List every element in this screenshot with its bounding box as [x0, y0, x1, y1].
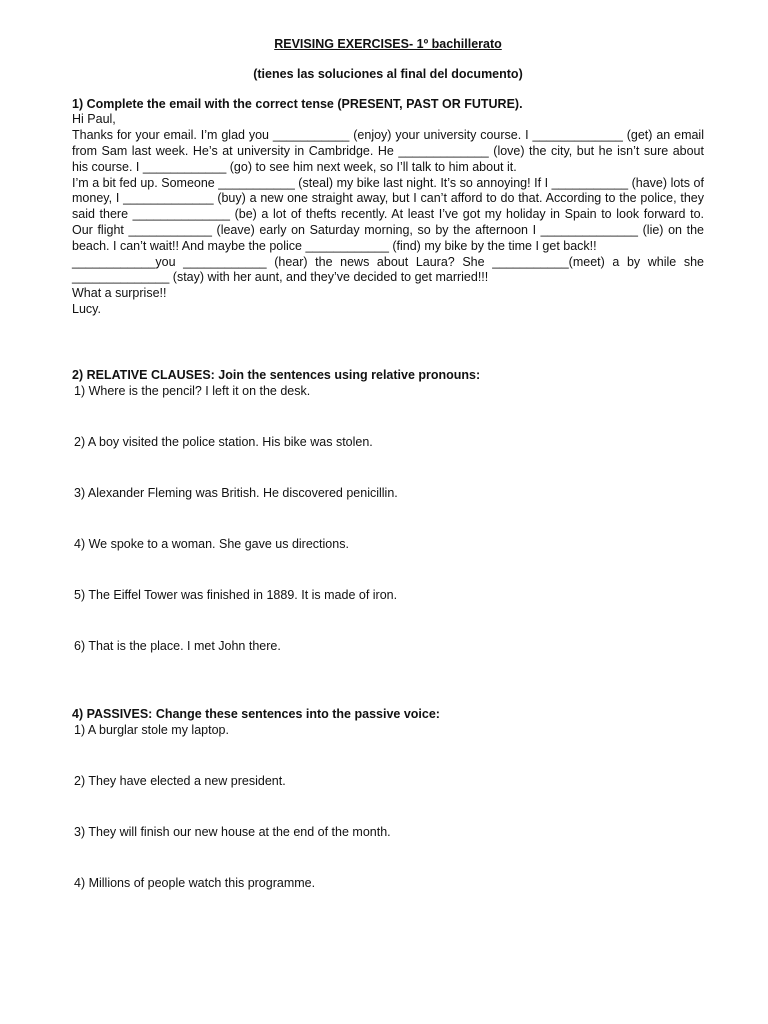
section-email-exercise — [72, 97, 704, 318]
passive-item: 3) They will finish our new house at the end of the month. — [74, 825, 391, 839]
email-closing: What a surprise!! — [72, 286, 167, 301]
worksheet-page — [72, 37, 704, 890]
email-text — [72, 112, 704, 317]
relative-clause-item: 2) A boy visited the police station. His bike was stolen. — [74, 435, 373, 449]
section-4-heading: 4) PASSIVES: Change these sentences into the passive voice: — [72, 707, 440, 721]
email-paragraph-2: I’m a bit fed up. Someone ___________ (steal) my bike last night. It’s so annoying! If I ___________ (have) lots of money, I _____________ (buy) a new one straight away, but I can’t afford to do that. According to the police, they said there ______________ (be) a lot of thefts recently. At least I’ve got my holiday in Spain to look forward to. Our flight ____________ (leave) early on Saturday morning, so by the afternoon I ______________ (lie) on the beach. I can’t wait!! And maybe the police ____________ (find) my bike by the time I get back!! — [72, 175, 704, 253]
section-relative-clauses — [72, 368, 704, 653]
section-2-heading: 2) RELATIVE CLAUSES: Join the sentences using relative pronouns: — [72, 368, 481, 382]
section-passives — [72, 707, 704, 890]
passive-item: 4) Millions of people watch this programme. — [74, 876, 316, 890]
email-paragraph-1: Thanks for your email. I’m glad you ___________ (enjoy) your university course. I _____________ (get) an email from Sam last week. He’s at university in Cambridge. He _____________ (love) the city, but he isn’t sure about his course. I ____________ (go) to see him next week, so I’ll talk to him about it. — [72, 128, 704, 174]
section-1-heading: 1) Complete the email with the correct tense (PRESENT, PAST OR FUTURE). — [72, 96, 523, 111]
relative-clause-item: 4) We spoke to a woman. She gave us directions. — [74, 537, 349, 551]
passive-item: 1) A burglar stole my laptop. — [74, 723, 229, 737]
relative-clause-item: 1) Where is the pencil? I left it on the desk. — [74, 384, 311, 398]
email-greeting: Hi Paul, — [72, 112, 116, 127]
email-signature: Lucy. — [72, 301, 101, 316]
relative-clause-item: 3) Alexander Fleming was British. He discovered penicillin. — [74, 486, 398, 500]
document-title-text: REVISING EXERCISES- 1º bachillerato — [274, 37, 502, 51]
email-paragraph-3: ____________you ____________ (hear) the news about Laura? She ___________(meet) a by while she ______________ (stay) with her aunt, and they’ve decided to get married!!! — [72, 254, 704, 285]
relative-clause-item: 6) That is the place. I met John there. — [74, 639, 281, 653]
passive-item: 2) They have elected a new president. — [74, 774, 286, 788]
document-title — [72, 37, 704, 53]
document-subtitle: (tienes las soluciones al final del documento) — [253, 66, 523, 81]
relative-clause-item: 5) The Eiffel Tower was finished in 1889. It is made of iron. — [74, 588, 398, 602]
